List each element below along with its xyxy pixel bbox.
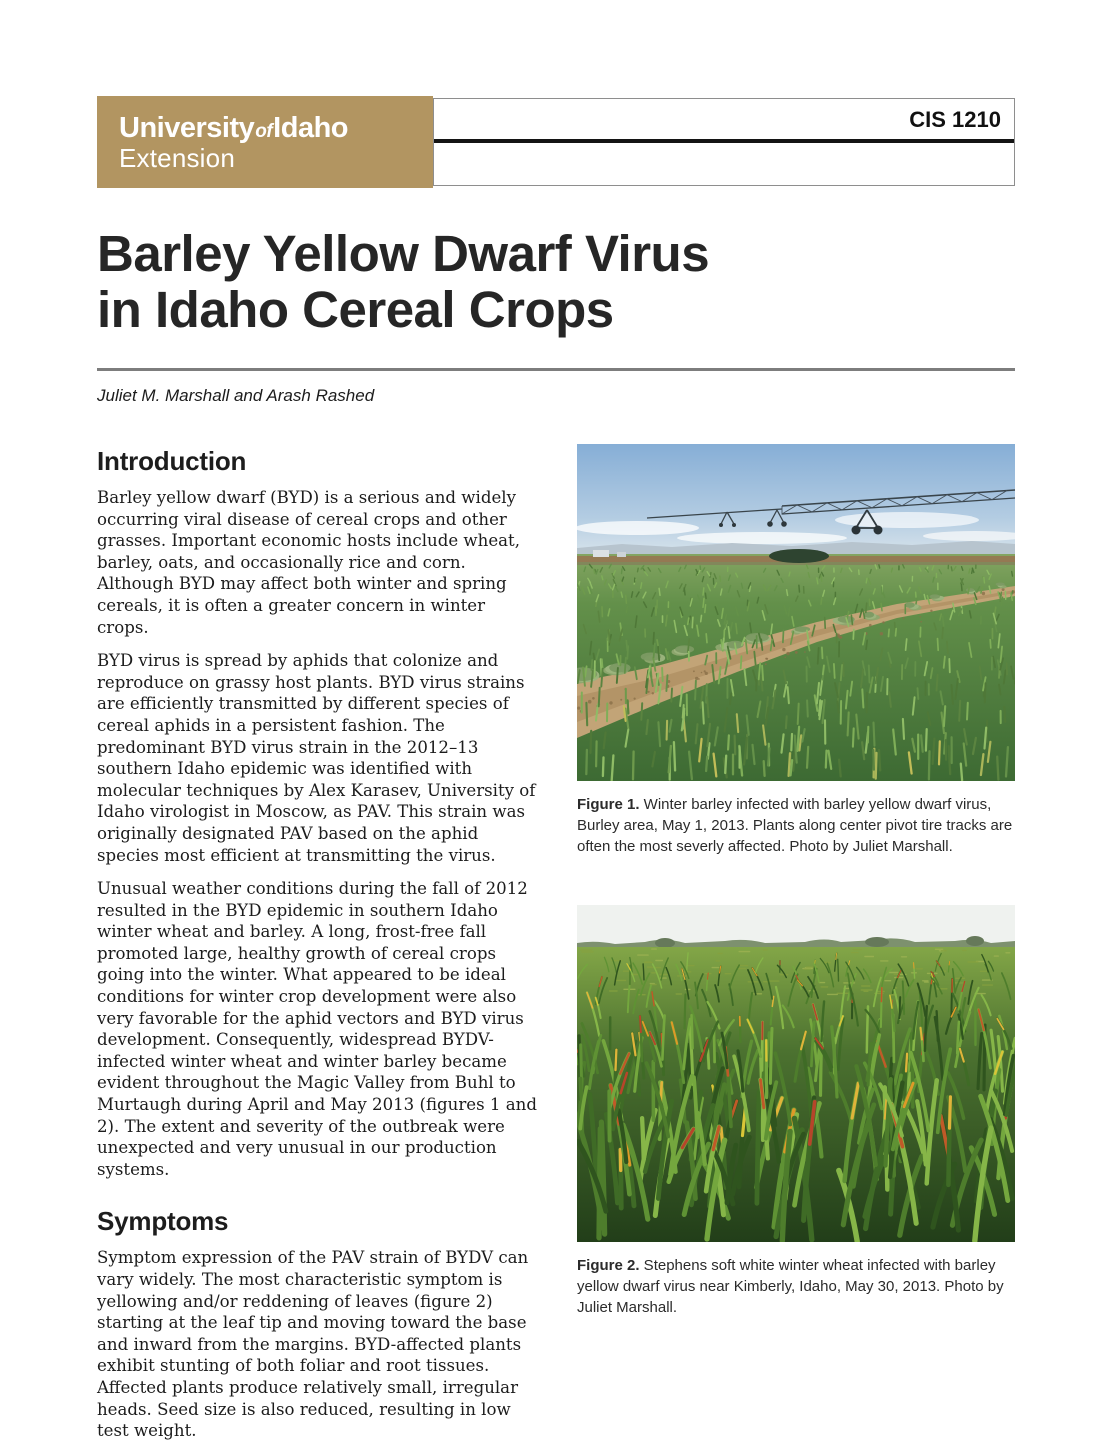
figure-1-photo: [577, 444, 1015, 781]
body-text-column: [97, 444, 541, 1454]
masthead: [97, 96, 1015, 188]
intro-paragraph-2: BYD virus is spread by aphids that colonize and reproduce on grassy host plants. BYD virus strains are efficiently transmitted by different species of cereal aphids in a persistent fashion. The predominant BYD virus strain in the 2012–13 southern Idaho epidemic was identified with molecular techniques by Alex Karasev, University of Idaho virologist in Moscow, as PAV. This strain was originally designated PAV based on the aphid species most efficient at transmitting the virus.: [97, 651, 536, 865]
column-gap: [541, 444, 577, 1454]
figure-2-label: Figure 2.: [577, 1257, 640, 1274]
logo-word-extension: Extension: [119, 142, 235, 173]
figure-2-caption: [577, 1255, 1015, 1318]
figure-1-label: Figure 1.: [577, 796, 640, 813]
logo-line1: [119, 111, 433, 146]
authors-byline: Juliet M. Marshall and Arash Rashed: [97, 386, 375, 405]
publication-number-box: [433, 98, 1015, 186]
symptoms-paragraph-1: Symptom expression of the PAV strain of BYDV can vary widely. The most characteristic symptom is yellowing and/or reddening of leaves (figure 2) starting at the leaf tip and moving toward the base and inward from the margins. BYD-affected plants exhibit stunting of both foliar and root tissues. Affected plants produce relatively small, irregular heads. Seed size is also reduced, resulting in low test weight.: [97, 1248, 529, 1441]
page-title: [97, 226, 1015, 338]
logo-word-of: of: [255, 120, 273, 142]
page-title-line1: Barley Yellow Dwarf Virus: [97, 225, 710, 282]
masthead-rule: [434, 139, 1014, 143]
intro-paragraph-3: Unusual weather conditions during the fall of 2012 resulted in the BYD epidemic in southern Idaho winter wheat and barley. A long, frost-free fall promoted large, healthy growth of cereal crops going into the winter. What appeared to be ideal conditions for winter crop development were also very favorable for the aphid vectors and BYD virus development. Consequently, widespread BYDV-infected winter wheat and winter barley became evident throughout the Magic Valley from Buhl to Murtaugh during April and May 2013 (figures 1 and 2). The extent and severity of the outbreak were unexpected and very unusual in our production systems.: [97, 879, 537, 1179]
figure-2-photo: [577, 905, 1015, 1242]
content-columns: [97, 444, 1015, 1454]
university-of-idaho-extension-logo: [97, 96, 433, 188]
figure-2: [577, 905, 1015, 1318]
figures-column: [577, 444, 1015, 1454]
figure-1-caption: [577, 794, 1015, 857]
intro-paragraph-1: Barley yellow dwarf (BYD) is a serious and widely occurring viral disease of cereal crops and other grasses. Important economic hosts include wheat, barley, oats, and occasionally rice and corn. Although BYD may affect both winter and spring cereals, it is often a greater concern in winter crops.: [97, 488, 520, 637]
figure-1: [577, 444, 1015, 857]
section-heading-introduction: Introduction: [97, 446, 247, 476]
logo-word-university: University: [119, 111, 255, 144]
logo-word-idaho: Idaho: [273, 111, 349, 144]
page-title-line2: in Idaho Cereal Crops: [97, 281, 614, 338]
figure-1-caption-text: Winter barley infected with barley yellow dwarf virus, Burley area, May 1, 2013. Plants along center pivot tire tracks are often the most severly affected. Photo by Juliet Marshall.: [577, 796, 1013, 855]
title-rule: [97, 368, 1015, 371]
figure-2-caption-text: Stephens soft white winter wheat infected with barley yellow dwarf virus near Kimberly, Idaho, May 30, 2013. Photo by Juliet Marshall.: [577, 1257, 1004, 1316]
section-heading-symptoms: Symptoms: [97, 1206, 229, 1237]
publication-number: CIS 1210: [909, 107, 1001, 132]
